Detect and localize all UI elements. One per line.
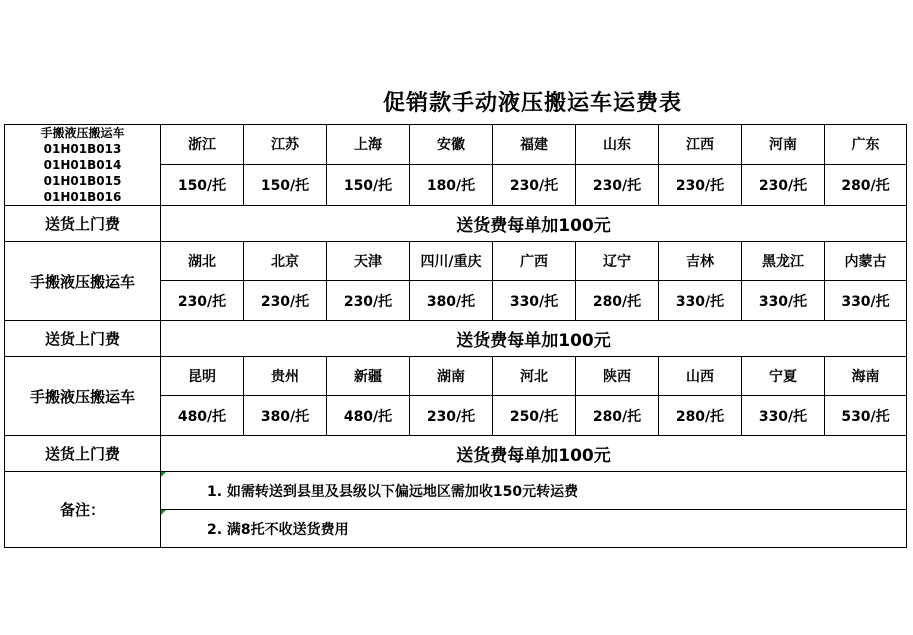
province-cell: 天津 [327, 242, 410, 281]
note-item [161, 472, 907, 510]
province-cell: 福建 [493, 125, 576, 165]
product-name: 手搬液压搬运车 [40, 126, 125, 140]
province-cell: 湖南 [410, 357, 493, 396]
price-cell: 230/托 [493, 164, 576, 205]
model-code: 01H01B015 [43, 174, 122, 188]
province-cell: 上海 [327, 125, 410, 165]
province-cell: 四川/重庆 [410, 242, 493, 281]
province-cell: 昆明 [161, 357, 244, 396]
province-row-2 [5, 242, 907, 281]
model-code: 01H01B016 [43, 190, 122, 204]
province-cell: 安徽 [410, 125, 493, 165]
price-cell: 480/托 [327, 396, 410, 436]
notes-label: 备注： [5, 472, 161, 548]
delivery-fee-row-2 [5, 321, 907, 357]
province-cell: 黑龙江 [742, 242, 825, 281]
note-item [161, 510, 907, 548]
province-cell: 陕西 [576, 357, 659, 396]
model-code: 01H01B013 [43, 142, 122, 156]
price-cell: 230/托 [576, 164, 659, 205]
province-cell: 湖北 [161, 242, 244, 281]
delivery-fee-row-3 [5, 436, 907, 472]
delivery-fee-text: 送货费每单加100元 [161, 321, 907, 357]
product-model-cell [5, 125, 161, 206]
model-code: 01H01B014 [43, 158, 122, 172]
province-cell: 浙江 [161, 125, 244, 165]
price-cell: 280/托 [659, 396, 742, 436]
notes-row-1 [5, 472, 907, 510]
province-row-3 [5, 357, 907, 396]
delivery-fee-label: 送货上门费 [5, 206, 161, 242]
price-cell: 380/托 [244, 396, 327, 436]
price-cell: 230/托 [244, 281, 327, 321]
price-cell: 330/托 [742, 281, 825, 321]
price-cell: 230/托 [659, 164, 742, 205]
price-cell: 150/托 [327, 164, 410, 205]
province-cell: 海南 [825, 357, 907, 396]
province-cell: 江西 [659, 125, 742, 165]
product-label: 手搬液压搬运车 [5, 242, 161, 321]
price-cell: 280/托 [825, 164, 907, 205]
comment-marker-icon [161, 510, 166, 515]
price-cell: 530/托 [825, 396, 907, 436]
price-cell: 230/托 [161, 281, 244, 321]
price-cell: 330/托 [825, 281, 907, 321]
price-cell: 330/托 [659, 281, 742, 321]
province-cell: 江苏 [244, 125, 327, 165]
price-cell: 180/托 [410, 164, 493, 205]
province-cell: 山西 [659, 357, 742, 396]
delivery-fee-text: 送货费每单加100元 [161, 206, 907, 242]
province-cell: 新疆 [327, 357, 410, 396]
province-cell: 吉林 [659, 242, 742, 281]
delivery-fee-label: 送货上门费 [5, 321, 161, 357]
delivery-fee-text: 送货费每单加100元 [161, 436, 907, 472]
price-cell: 230/托 [327, 281, 410, 321]
province-cell: 宁夏 [742, 357, 825, 396]
price-cell: 330/托 [493, 281, 576, 321]
price-cell: 480/托 [161, 396, 244, 436]
comment-marker-icon [161, 472, 166, 477]
province-cell: 山东 [576, 125, 659, 165]
product-label: 手搬液压搬运车 [5, 357, 161, 436]
price-cell: 250/托 [493, 396, 576, 436]
price-cell: 380/托 [410, 281, 493, 321]
price-cell: 150/托 [244, 164, 327, 205]
province-cell: 辽宁 [576, 242, 659, 281]
province-cell: 河南 [742, 125, 825, 165]
province-cell: 内蒙古 [825, 242, 907, 281]
province-cell: 贵州 [244, 357, 327, 396]
price-cell: 280/托 [576, 396, 659, 436]
province-cell: 河北 [493, 357, 576, 396]
province-cell: 广东 [825, 125, 907, 165]
freight-table [4, 124, 907, 548]
note-text: 2. 满8托不收送货费用 [207, 521, 349, 538]
province-cell: 广西 [493, 242, 576, 281]
price-cell: 330/托 [742, 396, 825, 436]
price-cell: 230/托 [742, 164, 825, 205]
page-title: 促销款手动液压搬运车运费表 [382, 91, 682, 116]
province-row-1 [5, 125, 907, 165]
price-cell: 280/托 [576, 281, 659, 321]
delivery-fee-row-1 [5, 206, 907, 242]
price-cell: 230/托 [410, 396, 493, 436]
note-text: 1. 如需转送到县里及县级以下偏远地区需加收150元转运费 [207, 483, 579, 500]
province-cell: 北京 [244, 242, 327, 281]
price-cell: 150/托 [161, 164, 244, 205]
delivery-fee-label: 送货上门费 [5, 436, 161, 472]
